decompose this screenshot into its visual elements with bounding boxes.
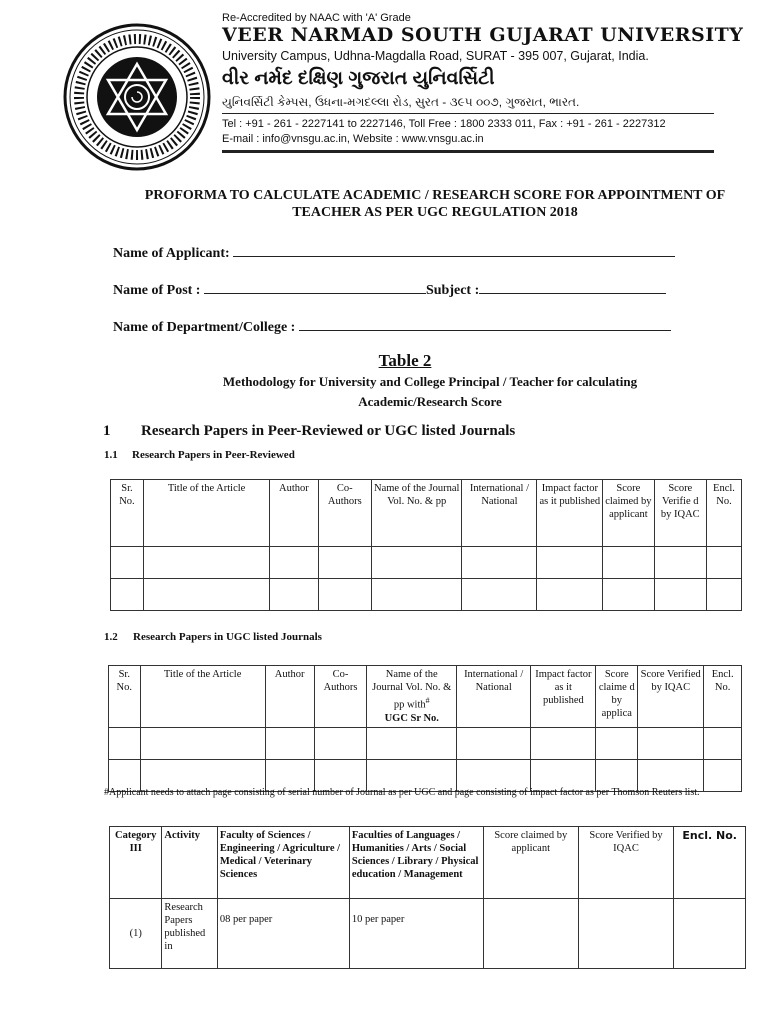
table-cell[interactable] — [140, 727, 265, 759]
header-journal: Name of the Journal Vol. No. & pp — [372, 480, 462, 547]
subsection-1-1-title: Research Papers in Peer-Reviewed — [132, 449, 295, 461]
table-cell[interactable] — [314, 727, 367, 759]
table-cell[interactable] — [111, 547, 144, 579]
section-1-number: 1 — [103, 423, 111, 439]
table-cell[interactable] — [372, 547, 462, 579]
category-number: (1) — [110, 899, 162, 969]
applicant-note: #Applicant needs to attach page consisting of serial number of Journal as per UGC and page consisting of impact factor as per Thomson Reuters list. — [104, 787, 700, 798]
table-cell[interactable] — [318, 579, 371, 611]
header-co-authors: Co- Authors — [314, 666, 367, 728]
header-co-authors: Co- Authors — [318, 480, 371, 547]
document-title: PROFORMA TO CALCULATE ACADEMIC / RESEARCH SCORE FOR APPOINTMENT OF TEACHER AS PER UGC REGULATION 2018 — [144, 188, 726, 220]
table-row — [111, 547, 742, 579]
table-cell[interactable] — [706, 579, 741, 611]
contact-phone: Tel : +91 - 261 - 2227141 to 2227146, Toll Free : 1800 2333 011, Fax : +91 - 261 - 2227312 — [222, 118, 666, 130]
header-faculty-sciences: Faculty of Sciences / Engineering / Agriculture / Medical / Veterinary Sciences — [217, 827, 349, 899]
sciences-score-cell: 08 per paper — [217, 899, 349, 969]
post-label: Name of Post : — [113, 283, 201, 298]
header-divider — [222, 113, 714, 114]
table-cell[interactable] — [457, 727, 531, 759]
header-encl-no: Encl. No. — [674, 827, 746, 899]
table-cell[interactable] — [318, 547, 371, 579]
category-iii-table — [109, 826, 746, 969]
header-encl-no: Encl. No. — [706, 480, 741, 547]
header-international-national: International / National — [457, 666, 531, 728]
subsection-1-2-title: Research Papers in UGC listed Journals — [133, 631, 322, 643]
applicant-name-label: Name of Applicant: — [113, 246, 230, 261]
table-cell[interactable] — [111, 579, 144, 611]
table-cell[interactable] — [143, 579, 269, 611]
table-cell[interactable] — [603, 579, 654, 611]
table-cell[interactable] — [462, 547, 537, 579]
table-cell[interactable] — [638, 727, 704, 759]
table-cell[interactable] — [654, 547, 706, 579]
activity-cell: Research Papers published in — [162, 899, 217, 969]
department-line[interactable] — [299, 316, 671, 331]
table-row — [111, 579, 742, 611]
ugc-listed-papers-table — [108, 665, 742, 792]
table-cell[interactable] — [483, 899, 578, 969]
header-score-claimed: Score claime d by applica — [596, 666, 638, 728]
university-address: University Campus, Udhna-Magdalla Road, SURAT - 395 007, Gujarat, India. — [222, 49, 649, 63]
header-score-verified: Score Verified by IQAC — [638, 666, 704, 728]
university-name: VEER NARMAD SOUTH GUJARAT UNIVERSITY — [222, 24, 744, 46]
section-1-title: Research Papers in Peer-Reviewed or UGC listed Journals — [141, 423, 516, 439]
header-faculty-languages: Faculties of Languages / Humanities / Arts / Social Sciences / Library / Physical education / Management — [349, 827, 483, 899]
header-title: Title of the Article — [143, 480, 269, 547]
table-cell[interactable] — [109, 727, 141, 759]
header-score-verified: Score Verified by IQAC — [578, 827, 674, 899]
table-row — [109, 727, 742, 759]
table-2-heading: Table 2 — [378, 351, 432, 370]
header-activity: Activity — [162, 827, 217, 899]
header-journal-text: Name of the Journal Vol. No. & pp with — [372, 669, 452, 711]
hash-mark: # — [425, 696, 430, 705]
table-header-row — [111, 480, 742, 547]
subject-label: Subject : — [425, 283, 480, 298]
header-author: Author — [265, 666, 314, 728]
header-score-claimed: Score claimed by applicant — [483, 827, 578, 899]
header-impact-factor: Impact factor as it published — [537, 480, 603, 547]
header-encl-no: Encl. No. — [704, 666, 742, 728]
ugc-sr-no-label: UGC Sr No. — [384, 712, 439, 724]
subject-line[interactable] — [479, 279, 666, 294]
table-cell[interactable] — [537, 579, 603, 611]
header-bottom-bar — [222, 150, 714, 153]
header-sr-no: Sr. No. — [109, 666, 141, 728]
university-address-gujarati: યુનિવર્સિટી કેમ્પસ, ઉધના-મગદલ્લા રોડ, સુરત - ૩૯૫ ૦૦૭, ગુજરાત, ભારત. — [222, 95, 580, 109]
table-cell[interactable] — [270, 547, 318, 579]
header-category: Category III — [110, 827, 162, 899]
table-cell[interactable] — [603, 547, 654, 579]
table-cell[interactable] — [578, 899, 674, 969]
methodology-caption: Methodology for University and College Principal / Teacher for calculating Academic/Research Score — [222, 374, 638, 409]
header-journal-ugc — [367, 666, 457, 728]
table-cell[interactable] — [462, 579, 537, 611]
table-cell[interactable] — [704, 727, 742, 759]
table-cell[interactable] — [706, 547, 741, 579]
table-cell[interactable] — [265, 727, 314, 759]
subsection-1-2-number: 1.2 — [104, 631, 118, 643]
post-field — [113, 279, 666, 299]
table-cell[interactable] — [531, 727, 596, 759]
table-header-row — [109, 666, 742, 728]
header-score-claimed: Score claimed by applicant — [603, 480, 654, 547]
applicant-name-line[interactable] — [233, 242, 675, 257]
post-line[interactable] — [204, 279, 426, 294]
header-author: Author — [270, 480, 318, 547]
table-cell[interactable] — [367, 727, 457, 759]
table-row — [110, 899, 746, 969]
table-cell[interactable] — [537, 547, 603, 579]
subsection-1-1-number: 1.1 — [104, 449, 118, 461]
department-field — [113, 316, 671, 336]
header-sr-no: Sr. No. — [111, 480, 144, 547]
header-international-national: International / National — [462, 480, 537, 547]
table-header-row — [110, 827, 746, 899]
table-cell[interactable] — [674, 899, 746, 969]
accreditation-text: Re-Accredited by NAAC with 'A' Grade — [222, 12, 411, 24]
peer-reviewed-papers-table — [110, 479, 742, 611]
header-title: Title of the Article — [140, 666, 265, 728]
university-name-gujarati: વીર નર્મદ દક્ષિણ ગુજરાત યુનિવર્સિટી — [222, 68, 495, 89]
table-cell[interactable] — [654, 579, 706, 611]
table-cell[interactable] — [372, 579, 462, 611]
header-score-verified: Score Verifie d by IQAC — [654, 480, 706, 547]
contact-email-website: E-mail : info@vnsgu.ac.in, Website : www.vnsgu.ac.in — [222, 133, 484, 145]
header-impact-factor: Impact factor as it published — [531, 666, 596, 728]
table-cell[interactable] — [143, 547, 269, 579]
department-label: Name of Department/College : — [113, 320, 296, 335]
table-cell[interactable] — [596, 727, 638, 759]
university-seal-logo — [62, 22, 212, 172]
table-cell[interactable] — [270, 579, 318, 611]
languages-score-cell: 10 per paper — [349, 899, 483, 969]
applicant-name-field — [113, 242, 675, 262]
